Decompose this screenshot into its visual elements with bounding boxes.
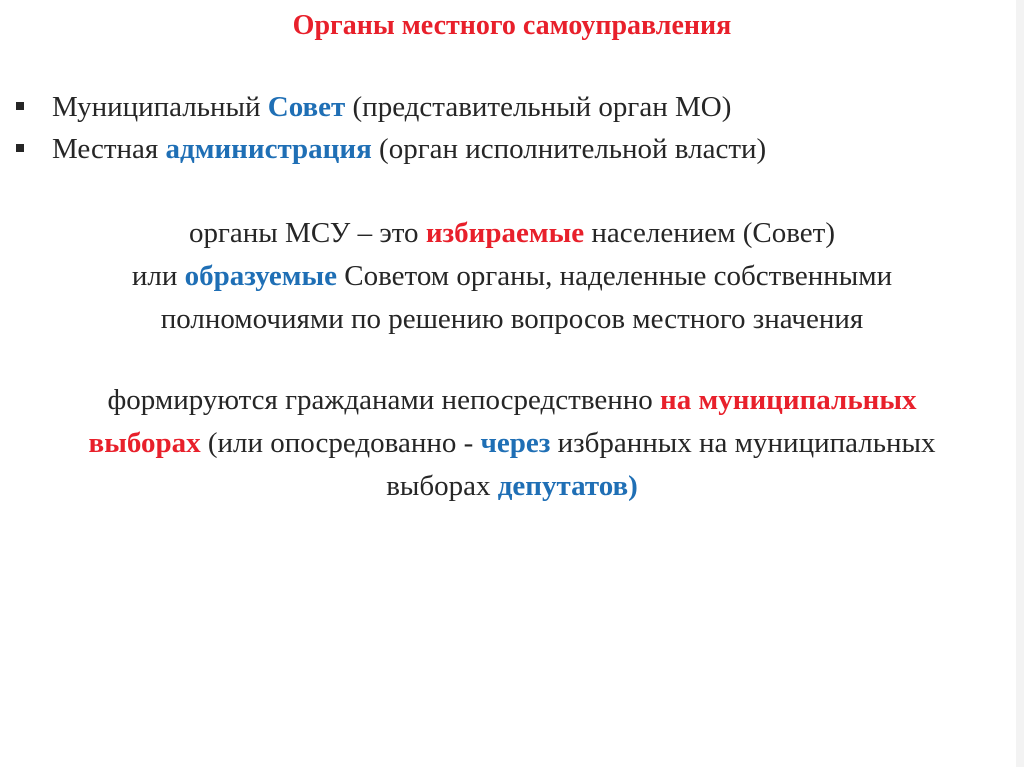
paragraph-line — [0, 379, 1024, 422]
square-bullet-icon — [16, 102, 24, 110]
bullet-item-council — [16, 86, 996, 128]
bullet-text: (орган исполнительной власти) — [371, 133, 767, 165]
paragraph-line — [0, 255, 1024, 298]
text-run: (или опосредованно - — [200, 427, 481, 459]
bullet-list — [16, 86, 996, 170]
highlight-elections: на муниципальных — [660, 384, 917, 416]
bullet-highlight: Совет — [267, 91, 346, 123]
bullet-text: Местная — [52, 133, 166, 165]
text-run: формируются гражданами непосредственно — [107, 384, 661, 416]
text-run: избранных на муниципальных — [550, 427, 936, 459]
bullet-text: Муниципальный — [52, 91, 268, 123]
definition-paragraph — [0, 212, 1024, 341]
paragraph-line — [0, 465, 1024, 508]
text-run: населением (Совет) — [584, 217, 835, 249]
highlight-formed: образуемые — [184, 260, 338, 292]
highlight-through: через — [480, 427, 551, 459]
highlight-deputies: депутатов) — [497, 470, 638, 502]
highlight-elected: избираемые — [425, 217, 585, 249]
text-run: или — [131, 260, 185, 292]
highlight-elections: выборах — [88, 427, 201, 459]
text-run: органы МСУ – это — [189, 217, 426, 249]
paragraph-line — [0, 212, 1024, 255]
text-run: Советом органы, наделенные собственными — [337, 260, 893, 292]
bullet-text: (представительный орган МО) — [345, 91, 732, 123]
text-run: выборах — [386, 470, 498, 502]
bullet-item-administration — [16, 128, 996, 170]
formation-paragraph — [0, 379, 1024, 508]
paragraph-line — [0, 422, 1024, 465]
slide-title: Органы местного самоуправления — [292, 10, 732, 41]
paragraph-line: полномочиями по решению вопросов местного значения — [160, 303, 864, 335]
bullet-highlight: администрация — [165, 133, 372, 165]
square-bullet-icon — [16, 144, 24, 152]
